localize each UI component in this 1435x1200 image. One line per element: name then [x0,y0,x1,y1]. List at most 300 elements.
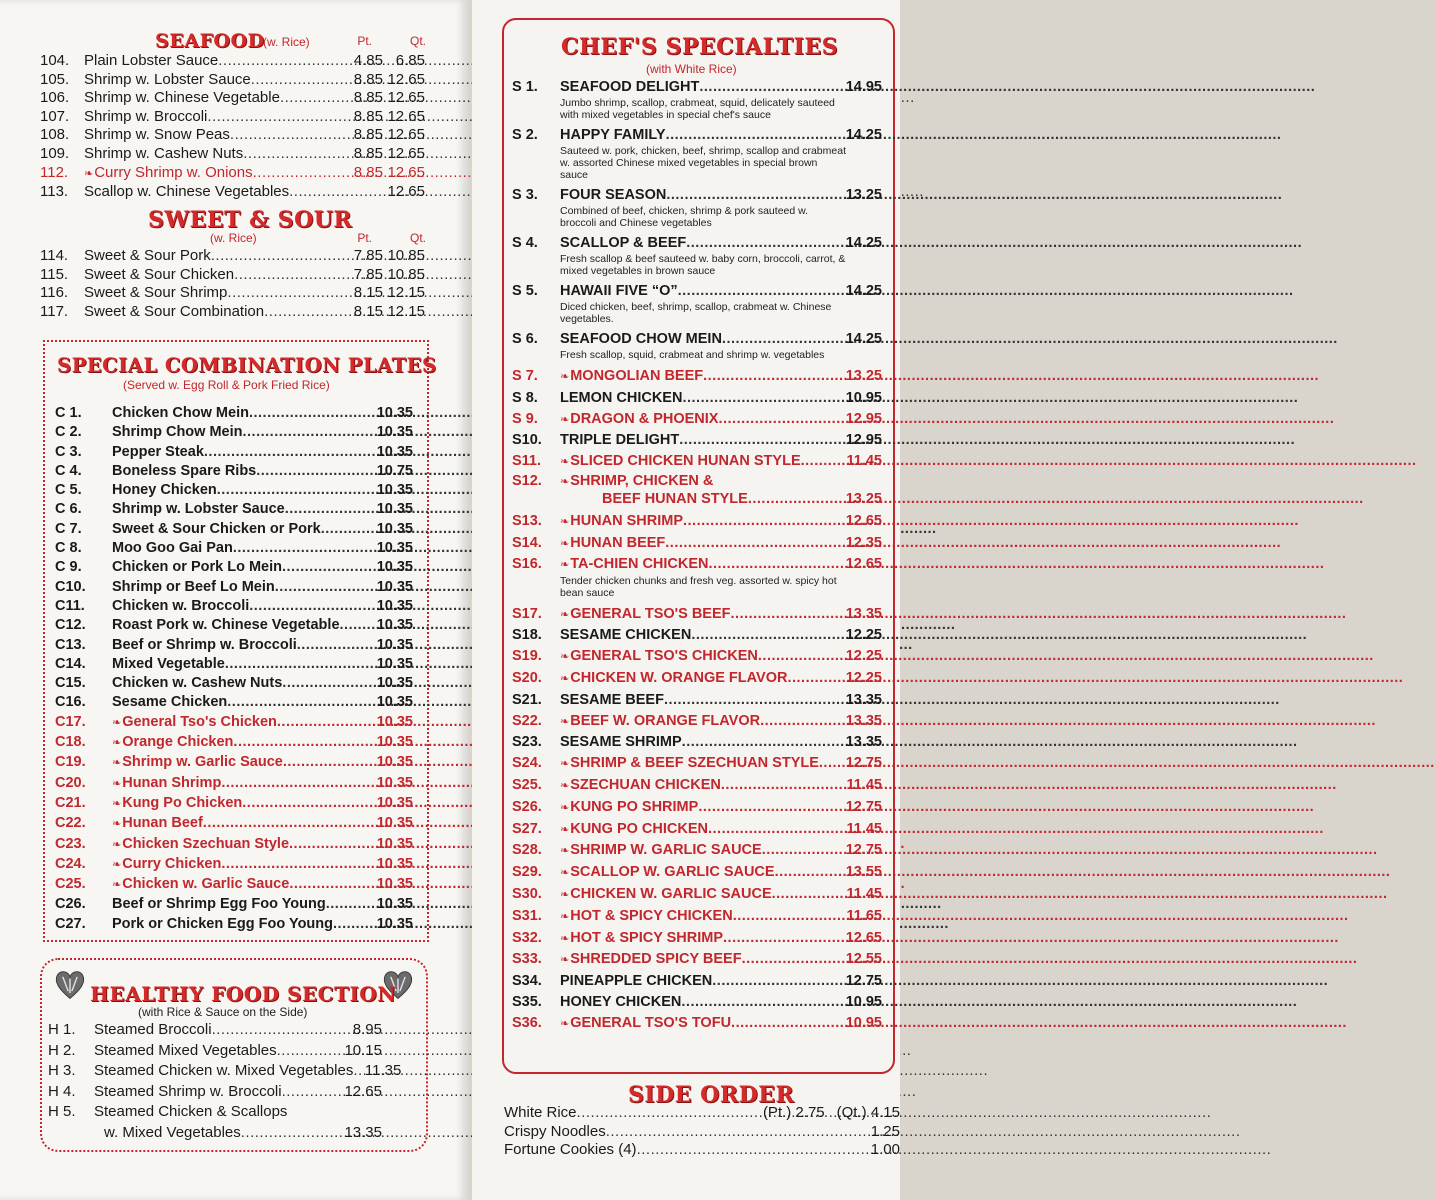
item-name-wrap [560,775,721,797]
chili-pepper-icon: ❧ [560,954,570,967]
item-price: 10.35 [376,520,413,537]
menu-item-row [55,674,413,693]
item-description: Combined of beef, chicken, shrimp & pork sauteed w. broccoli and Chinese vegetables [560,205,809,229]
menu-item-row [512,126,882,145]
item-name: Chicken Chow Mein [112,405,249,421]
item-name: HUNAN SHRIMP [570,512,683,529]
chef-item [512,862,882,884]
item-name: Steamed Shrimp w. Broccoli [94,1082,282,1100]
item-price: 8.95 [352,1021,382,1038]
item-name-wrap [112,835,289,855]
item-number: C13. [55,636,86,653]
item-number: 113. [40,183,69,201]
leader-dots [712,971,838,992]
seafood-title: SEAFOOD [155,30,265,52]
item-price: 10.35 [376,794,413,811]
leader-dots [207,108,343,127]
item-number: S12. [512,472,542,489]
item-name: CHICKEN W. ORANGE FLAVOR [570,669,788,686]
item-name: GENERAL TSO'S CHICKEN [570,648,758,665]
item-price: 14.25 [845,283,882,299]
item-name: Hunan Beef [122,815,203,832]
menu-item-row [40,266,425,285]
menu-item-row [55,814,413,834]
side-order-title: SIDE ORDER [628,1082,795,1108]
item-name: Sweet & Sour Chicken or Pork [112,520,321,537]
pepper-heart-icon [52,966,88,1002]
item-name: SESAME BEEF [560,691,664,708]
item-name-wrap [94,1102,287,1123]
leader-dots [326,895,369,914]
side-order-row [504,1104,900,1123]
item-name-wrap [560,753,819,775]
combination-list [55,404,413,934]
menu-item-row [512,862,882,884]
item-number: S22. [512,712,542,729]
leader-dots [775,862,838,883]
chili-pepper-icon: ❧ [112,716,122,729]
item-name: General Tso's Chicken [122,713,277,730]
menu-item-row [55,875,413,895]
item-name: Hunan Shrimp [122,774,222,791]
healthy-title: HEALTHY FOOD SECTION [90,982,397,1006]
chili-pepper-icon: ❧ [112,777,122,790]
item-name: Shrimp w. Garlic Sauce [122,754,283,771]
item-price: 10.35 [376,655,413,672]
menu-item-row [512,668,882,690]
item-price: 12.65 [845,555,882,572]
leader-dots [227,284,343,303]
item-price: 13.35 [845,734,882,751]
item-name: Shrimp w. Lobster Sauce [112,501,285,518]
item-number: S 4. [512,235,538,251]
item-name: GENERAL TSO'S TOFU [570,1014,732,1031]
chef-item [512,330,882,361]
menu-item-row [512,884,882,906]
chili-pepper-icon: ❧ [560,475,570,488]
item-name-wrap [112,423,243,442]
item-price: 10.85 [387,265,425,283]
item-number: C16. [55,694,86,711]
menu-item-row [40,164,425,184]
chef-item [512,388,882,409]
item-name: SESAME CHICKEN [560,627,692,644]
item-name-wrap [560,690,664,711]
item-price: 13.55 [845,864,882,881]
item-number: C 3. [55,443,82,460]
item-number: 104. [40,52,70,69]
chili-pepper-icon: ❧ [560,910,570,923]
item-name: DRAGON & PHOENIX [570,410,719,427]
item-number: C 6. [55,501,82,518]
chef-item [512,992,882,1013]
item-number: C 2. [55,424,82,441]
item-number: C 8. [55,540,82,557]
item-number: S34. [512,973,542,990]
chili-pepper-icon: ❧ [560,413,570,426]
item-number: C 4. [55,462,82,479]
item-number: C11. [55,597,85,614]
item-price: 12.95 [845,432,882,449]
item-name: Sweet & Sour Shrimp [84,284,228,302]
leader-dots [679,430,838,451]
item-price: 10.35 [376,915,413,932]
leader-dots [748,491,838,508]
menu-item-row [512,646,882,668]
leader-dots [718,409,838,430]
item-name-wrap [112,733,233,753]
item-name-wrap [112,558,282,577]
item-name-wrap [112,636,297,655]
chili-pepper-icon: ❧ [560,715,570,728]
item-name: Shrimp or Beef Lo Mein [112,578,275,595]
item-price: 10.15 [344,1041,382,1059]
item-number: H 3. [48,1062,76,1079]
chef-item [512,186,882,229]
item-name: Sweet & Sour Chicken [84,265,235,283]
item-price: 12.75 [845,973,882,990]
chef-item [512,625,882,646]
item-name: Sesame Chicken [112,694,228,711]
menu-item-row [512,430,882,451]
menu-item-row [55,774,413,794]
item-price: 12.75 [845,798,882,815]
chef-item [512,928,882,950]
leader-dots [234,266,343,285]
item-number: S28. [512,842,542,859]
item-name: HAPPY FAMILY [560,127,666,143]
leader-dots [665,533,838,554]
leader-dots [285,500,369,519]
item-number: S10. [512,432,542,449]
item-number: S 5. [512,283,538,299]
item-number: C14. [55,655,86,672]
item-number: S35. [512,993,542,1010]
item-name-wrap [112,655,225,674]
item-name: Sweet & Sour Pork [84,247,211,264]
item-name: SHRIMP W. GARLIC SAUCE [570,842,762,859]
leader-dots [221,774,369,793]
item-name-wrap [112,794,242,814]
item-price: 14.25 [845,127,882,143]
item-price: 12.65 [387,107,425,125]
leader-dots [733,906,838,927]
chili-pepper-icon: ❧ [112,737,122,750]
item-price: 10.35 [376,405,413,421]
item-name: KUNG PO SHRIMP [570,798,699,815]
chili-pepper-icon: ❧ [112,838,122,851]
item-name-wrap [560,992,681,1013]
item-name-wrap [112,481,217,500]
leader-dots [230,126,343,145]
menu-item-row [48,1041,382,1062]
item-number: 115. [40,265,69,283]
item-price: 12.15 [387,302,425,320]
item-number: S13. [512,512,542,529]
combination-note: (Served w. Egg Roll & Pork Fried Rice) [123,378,330,392]
item-name: Mixed Vegetable [112,655,225,672]
item-name: Moo Goo Gai Pan [112,540,233,557]
item-name-wrap [560,668,787,690]
item-price: 8.85 [353,163,383,181]
item-price: 13.25 [845,187,882,203]
leader-dots [682,732,838,753]
menu-item-row [55,713,413,733]
menu-item-row [512,732,882,753]
item-name-wrap [560,78,699,97]
item-name-wrap [560,819,708,841]
item-number: S 1. [512,79,538,95]
chef-item [512,732,882,753]
item-name-wrap [560,862,775,884]
item-name: Curry Chicken [122,855,222,872]
item-price: 7.85 [353,265,383,283]
item-price: 6.85 [395,52,425,69]
leader-dots [678,282,838,301]
item-name: Steamed Broccoli [94,1021,212,1038]
item-name: w. Mixed Vegetables [104,1123,241,1141]
seafood-note: (w. Rice) [263,35,310,49]
item-number: S26. [512,798,542,815]
leader-dots [819,753,838,774]
item-number: C15. [55,675,86,692]
item-name: Beef or Shrimp w. Broccoli [112,636,297,653]
item-name: Chicken w. Cashew Nuts [112,675,283,692]
combination-title: SPECIAL COMBINATION PLATES [57,354,437,377]
item-price: 11.45 [846,885,882,902]
item-name: Pepper Steak [112,443,204,460]
chef-item [512,668,882,690]
item-name-wrap [84,126,230,145]
item-price: 10.35 [376,774,413,791]
item-price: 4.85 [353,52,383,69]
item-name-wrap [112,520,321,539]
chili-pepper-icon: ❧ [560,867,570,880]
left-menu-page [0,0,468,1200]
menu-item-row [55,855,413,875]
item-name: GENERAL TSO'S BEEF [570,605,731,622]
item-price-pint: (Pt.) 2.75 [762,1104,825,1121]
item-price: 13.25 [845,490,882,507]
menu-item-row [55,655,413,674]
leader-dots [801,451,838,472]
leader-dots [243,423,370,442]
item-name-wrap [560,186,666,205]
sweet-sour-list [40,247,425,321]
item-price: 10.35 [376,540,413,557]
leader-dots [664,690,838,711]
item-price: 10.35 [376,815,413,832]
item-description: Fresh scallop & beef sauteed w. baby corn, broccoli, carrot, & mixed vegetables in brown sauce [560,253,846,277]
item-number: C22. [55,815,86,832]
item-name: Shrimp w. Chinese Vegetable [84,89,280,107]
item-name-wrap [112,753,283,773]
item-number: C17. [55,713,86,730]
item-name: Steamed Chicken & Scallops [94,1103,288,1120]
menu-item-row [512,409,882,431]
item-price: 10.35 [376,443,413,460]
menu-item-row [55,835,413,855]
item-name: Shrimp w. Lobster Sauce [84,70,251,88]
chef-item [512,884,882,906]
item-name-wrap [112,713,277,733]
menu-item-row [512,533,882,555]
item-name-wrap [560,604,731,626]
leader-dots [666,126,838,145]
leader-dots [742,949,838,970]
item-name-wrap [112,814,203,834]
item-name-wrap [112,774,221,794]
item-price: 10.35 [376,855,413,872]
leader-dots [242,794,369,813]
item-price: 10.35 [376,501,413,518]
leader-dots [721,775,838,796]
leader-dots [666,186,838,205]
item-number: S17. [512,605,542,622]
item-price: 10.35 [376,424,413,441]
item-price: 12.25 [845,669,882,686]
leader-dots [708,819,838,840]
item-name: Chicken w. Garlic Sauce [122,876,290,893]
leader-dots [760,711,838,732]
item-name: SEAFOOD CHOW MEIN [560,331,722,347]
item-name-wrap [560,430,679,451]
leader-dots [225,655,369,674]
chef-item [512,646,882,668]
item-name: SCALLOP W. GARLIC SAUCE [570,864,775,881]
item-number: 109. [40,144,70,162]
chef-item [512,753,882,775]
chef-item [512,1013,882,1035]
item-name-wrap [560,330,722,349]
leader-dots [283,753,369,772]
item-price: 12.75 [845,755,882,772]
item-number: S31. [512,907,542,924]
leader-dots [723,928,838,949]
leader-dots [333,915,369,934]
item-price: 11.45 [846,820,882,837]
item-name-wrap [94,1061,353,1082]
chef-item [512,78,882,121]
item-name-wrap [560,126,666,145]
item-price: 10.85 [387,247,425,264]
chef-item [512,409,882,431]
item-name: Sweet & Sour Combination [84,302,265,320]
leader-dots [227,693,369,712]
menu-item-row [512,753,882,775]
menu-item-row [55,443,413,462]
item-price: 13.35 [845,605,882,622]
leader-dots [297,636,369,655]
healthy-list [48,1020,402,1143]
item-name-wrap [560,646,758,668]
item-price: 11.35 [364,1062,402,1079]
chef-item [512,451,882,473]
item-number: S 2. [512,127,538,143]
leader-dots [241,1123,338,1144]
item-price: 12.65 [387,163,425,181]
item-name: HOT & SPICY SHRIMP [570,929,724,946]
item-name-wrap [560,884,772,906]
chili-pepper-icon: ❧ [560,537,570,550]
leader-dots [275,578,369,597]
item-price: 12.65 [387,144,425,162]
leader-dots [249,404,369,423]
chef-specialties-box [502,18,895,1074]
leader-dots [289,835,369,854]
leader-dots [233,539,369,558]
item-name: TRIPLE DELIGHT [560,432,680,449]
item-number: 117. [40,302,69,320]
item-price: 12.15 [387,284,425,302]
item-number: C21. [55,794,86,811]
menu-item-row [55,895,413,914]
item-name-wrap [560,732,682,753]
leader-dots [683,511,838,532]
item-price: 12.25 [845,627,882,644]
item-price: 14.25 [845,235,882,251]
leader-dots [251,71,343,90]
chef-item [512,604,882,626]
menu-item-row [512,819,882,841]
item-name: BEEF HUNAN STYLE [602,490,748,507]
item-number: C 9. [55,559,82,576]
item-name: Boneless Spare Ribs [112,462,257,479]
item-description: Fresh scallop, squid, crabmeat and shrimp w. vegetables [560,349,825,361]
chili-pepper-icon: ❧ [560,845,570,858]
chili-pepper-icon: ❧ [560,823,570,836]
item-name-wrap [112,578,275,597]
leader-dots [698,797,838,818]
leader-dots [249,597,369,616]
item-price: 12.65 [344,1082,382,1100]
item-name-wrap [560,388,682,409]
menu-item-row [40,284,425,303]
leader-dots [686,234,838,253]
leader-dots [217,481,369,500]
menu-item-row [512,491,882,508]
menu-item-row [55,597,413,616]
item-number: 116. [40,284,69,302]
item-price: 8.85 [353,70,383,88]
chili-pepper-icon: ❧ [560,672,570,685]
leader-dots [758,646,838,667]
item-name: TA-CHIEN CHICKEN [570,555,709,572]
item-name-wrap [560,949,742,971]
item-name-wrap [112,443,204,462]
item-name-wrap [112,855,221,875]
leader-dots [218,52,343,71]
menu-item-row [40,247,425,266]
item-number: C27. [55,915,86,932]
leader-dots [731,1013,838,1034]
menu-item-row [55,753,413,773]
item-price: 13.35 [845,712,882,729]
item-name-wrap [112,539,233,558]
item-price: 13.25 [845,368,882,384]
menu-item-row [40,52,425,71]
item-name: Beef or Shrimp Egg Foo Young [112,896,326,913]
menu-item-row [55,616,413,635]
item-number: C24. [55,855,86,872]
item-name-wrap [94,1082,282,1103]
item-price: 8.85 [353,144,383,162]
item-name: Plain Lobster Sauce [84,52,219,69]
chili-pepper-icon: ❧ [560,456,570,469]
item-name-wrap [560,409,718,431]
item-name: SCALLOP & BEEF [560,235,687,251]
item-name-wrap [104,1123,241,1144]
